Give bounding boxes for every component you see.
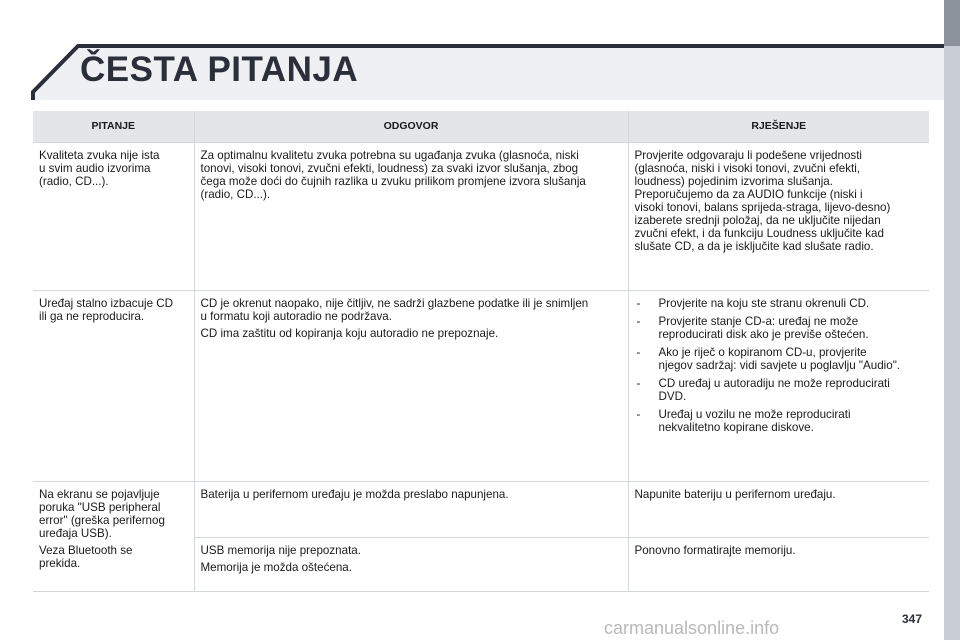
bullet-dash: - <box>636 408 641 421</box>
solution-item-text: Ako je riječ o kopiranom CD-u, provjerite njegov sadržaj: vidi savjete u poglavlju "Audio". <box>658 346 901 372</box>
question-cell <box>33 291 194 482</box>
watermark-text: carmanualsonline.info <box>604 618 780 638</box>
answer-text: Baterija u perifernom uređaju je možda preslabo napunjena. <box>200 488 509 501</box>
solution-text: Napunite bateriju u perifernom uređaju. <box>634 488 836 501</box>
question-cell <box>33 482 194 592</box>
answer-cell <box>194 538 628 592</box>
solution-text: Ponovno formatirajte memoriju. <box>634 544 796 557</box>
page-title: ČESTA PITANJA <box>80 50 359 89</box>
page-number: 347 <box>902 612 923 626</box>
table-row <box>33 143 929 291</box>
question-text: Kvaliteta zvuka nije ista u svim audio izvorima (radio, CD...). <box>39 149 160 188</box>
solution-item-text: CD uređaj u autoradiju ne može reproducirati DVD. <box>658 377 890 403</box>
answer-text: Za optimalnu kvalitetu zvuka potrebna su ugađanja zvuka (glasnoća, niski tonovi, visoki tonovi, zvučni efekti, loudness) za svaki izvor slušanja, zbog čega može doći do čujnih razlika u zvuku prilikom promjene izvora slušanja (radio, CD...). <box>200 149 586 201</box>
solution-cell <box>628 482 929 538</box>
solution-list <box>635 297 924 434</box>
solution-text: Provjerite odgovaraju li podešene vrijednosti (glasnoća, niski i visoki tonovi, zvučni efekti, loudness) pojedinim izvorima slušanja. Preporučujemo da za AUDIO funkcije (niski i visoki tonovi, balans sprijeda-straga, lijevo-desno) izaberete srednji položaj, da ne uključite nijedan zvučni efekt, i da funkciju Loudness uključite kad slušate CD, a da je isključite kad slušate radio. <box>634 149 891 253</box>
solution-cell <box>628 143 929 291</box>
bullet-dash: - <box>636 377 641 390</box>
question-cell <box>33 143 194 291</box>
table-header-row <box>33 111 929 143</box>
answer-cell <box>194 291 628 482</box>
faq-table <box>33 111 929 592</box>
solution-list-item <box>635 408 924 434</box>
solution-cell <box>628 538 929 592</box>
column-header-question: PITANJE <box>33 111 194 143</box>
solution-list-item <box>635 346 924 372</box>
solution-item-text: Provjerite stanje CD-a: uređaj ne može reproducirati disk ako je previše oštećen. <box>658 315 869 341</box>
answer-cell <box>194 482 628 538</box>
solution-cell <box>628 291 929 482</box>
solution-list-item <box>635 315 924 341</box>
solution-list-item <box>635 377 924 403</box>
answer-text: CD ima zaštitu od kopiranja koju autoradio ne prepoznaje. <box>200 327 499 340</box>
page-edge-strip <box>944 0 960 640</box>
question-text: Na ekranu se pojavljuje poruka "USB peripheral error" (greška perifernog uređaja USB). <box>39 488 165 540</box>
bullet-dash: - <box>636 315 641 328</box>
bullet-dash: - <box>636 297 641 310</box>
column-header-answer: ODGOVOR <box>194 111 628 143</box>
table-row <box>33 291 929 482</box>
solution-item-text: Provjerite na koju ste stranu okrenuli CD. <box>658 297 870 310</box>
solution-list-item <box>635 297 924 310</box>
answer-text: CD je okrenut naopako, nije čitljiv, ne sadrži glazbene podatke ili je snimljen u formatu koji autoradio ne podržava. <box>200 297 589 323</box>
question-text: Veza Bluetooth se prekida. <box>39 544 133 570</box>
solution-item-text: Uređaj u vozilu ne može reproducirati nekvalitetno kopirane diskove. <box>658 408 851 434</box>
answer-cell <box>194 143 628 291</box>
bullet-dash: - <box>636 346 641 359</box>
column-header-solution: RJEŠENJE <box>628 111 929 143</box>
answer-text: USB memorija nije prepoznata. <box>200 544 361 557</box>
page-edge-tab <box>944 0 960 46</box>
answer-text: Memorija je možda oštećena. <box>200 561 352 574</box>
question-text: Uređaj stalno izbacuje CD ili ga ne reproducira. <box>39 297 174 323</box>
table-row <box>33 482 929 538</box>
